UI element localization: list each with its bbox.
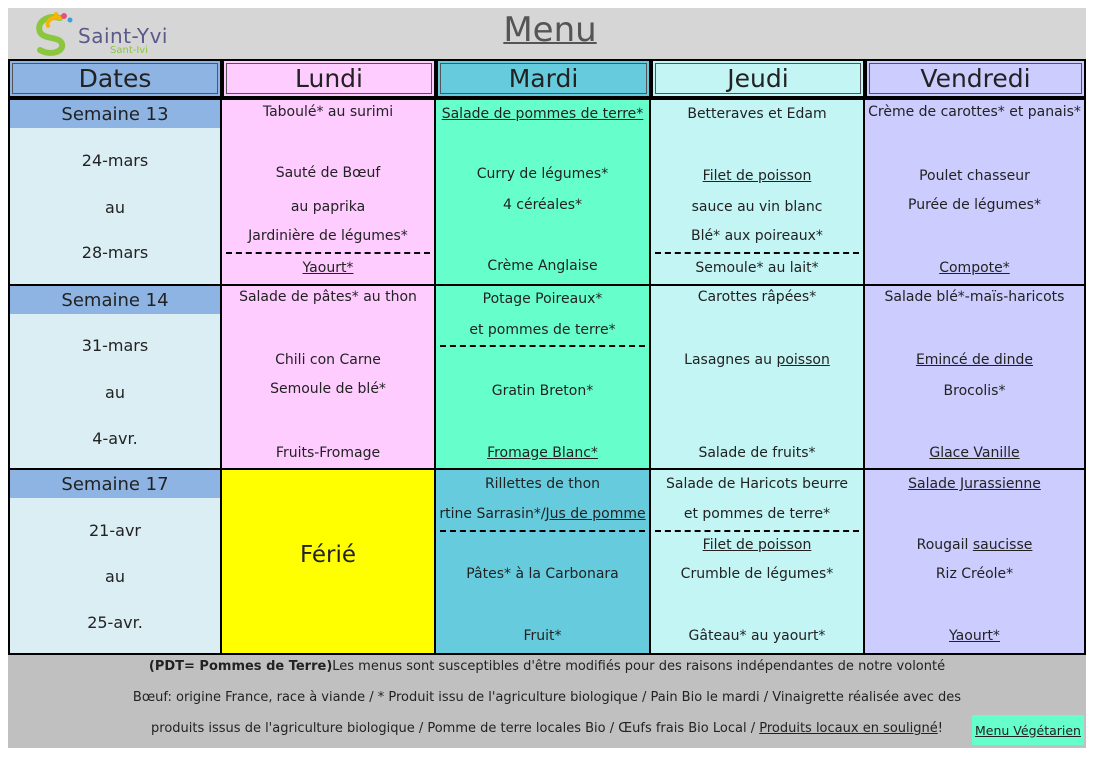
footer-notes xyxy=(8,655,1086,748)
menu-item: Fromage Blanc* xyxy=(487,445,598,461)
menu-item: Sauté de Bœuf xyxy=(275,165,381,181)
week17-lundi xyxy=(222,470,436,655)
week13-vendredi xyxy=(865,100,1086,286)
menu-item: Glace Vanille xyxy=(929,445,1020,461)
menu-item: Crumble de légumes* xyxy=(680,566,834,582)
week14-mardi xyxy=(436,286,651,470)
week-label: Semaine 17 xyxy=(10,470,220,498)
ferie-label: Férié xyxy=(299,542,357,568)
menu-item: Potage Poireaux* xyxy=(482,291,603,307)
menu-item: Poulet chasseur xyxy=(919,168,1030,184)
week13-lundi xyxy=(222,100,436,286)
menu-item: Jardinière de légumes* xyxy=(248,228,408,244)
menu-item: au paprika xyxy=(290,199,366,215)
menu-item: Taboulé* au surimi xyxy=(262,104,394,120)
week17-jeudi xyxy=(651,470,865,655)
main-separator xyxy=(655,530,859,532)
menu-item: Salade de Haricots beurre xyxy=(665,476,849,492)
menu-item: Salade blé*-maïs-haricots xyxy=(884,289,1065,305)
menu-item: Purée de légumes* xyxy=(908,197,1041,213)
pdt-note: (PDT= Pommes de Terre) xyxy=(148,659,333,674)
date-start: 31-mars xyxy=(81,336,149,355)
footer-text-end: ! xyxy=(937,721,943,736)
menu-item: Gâteau* au yaourt* xyxy=(688,628,826,644)
week-label: Semaine 13 xyxy=(10,100,220,128)
menu-item xyxy=(436,506,649,522)
menu-item: Filet de poisson xyxy=(702,537,812,553)
menu-item: 4 céréales* xyxy=(502,197,583,213)
menu-item: Chili con Carne xyxy=(275,352,381,368)
menu-item: Crème Anglaise xyxy=(487,258,598,274)
menu-item: sauce au vin blanc xyxy=(691,199,823,215)
menu-text: Lasagnes au xyxy=(684,352,777,368)
saint-yvi-logo xyxy=(30,10,190,58)
date-start: 21-avr xyxy=(89,521,141,540)
menu-item: Compote* xyxy=(939,260,1010,276)
page-title: Menu xyxy=(503,10,597,50)
menu-item: Salade de fruits* xyxy=(698,445,816,461)
menu-item: Riz Créole* xyxy=(935,566,1014,582)
menu-item: Emincé de dinde xyxy=(915,352,1034,368)
date-end: 4-avr. xyxy=(92,429,138,448)
week14-dates xyxy=(10,286,222,470)
menu-item: Salade Jurassienne xyxy=(908,476,1041,492)
menu-item: Brocolis* xyxy=(943,383,1006,399)
header-dates xyxy=(8,59,222,98)
week14-lundi xyxy=(222,286,436,470)
footer-disclaimer: Les menus sont susceptibles d'être modifiés pour des raisons indépendantes de notre volonté xyxy=(332,659,946,674)
menu-item: Carottes râpées* xyxy=(697,289,817,305)
menu-text: Rougail xyxy=(916,537,973,553)
menu-item xyxy=(865,537,1084,553)
menu-item: Filet de poisson xyxy=(702,168,812,184)
footer-line-3 xyxy=(8,721,1086,736)
week13-jeudi xyxy=(651,100,865,286)
menu-text-local: poisson xyxy=(776,352,830,368)
date-start: 24-mars xyxy=(81,151,149,170)
menu-item: Blé* aux poireaux* xyxy=(691,228,823,244)
footer-line-2: Bœuf: origine France, race à viande / * Produit issu de l'agriculture biologique / Pain Bio le mardi / Vinaigrette réalisée avec des xyxy=(132,690,962,705)
week-label: Semaine 14 xyxy=(10,286,220,314)
date-end: 28-mars xyxy=(81,243,149,262)
menu-item: Yaourt* xyxy=(302,260,354,276)
menu-item: Semoule de blé* xyxy=(270,381,386,397)
menu-item: Curry de légumes* xyxy=(476,166,609,182)
menu-item: et pommes de terre* xyxy=(683,506,831,522)
week14-vendredi xyxy=(865,286,1086,470)
local-products-note: Produits locaux en souligné xyxy=(759,721,938,736)
header-mardi-label: Mardi xyxy=(508,64,579,93)
menu-item: Rillettes de thon xyxy=(484,476,601,492)
week17-dates xyxy=(10,470,222,655)
menu-text-local: Jus de pomme xyxy=(545,506,646,522)
header-lundi-label: Lundi xyxy=(295,64,363,93)
menu-item: Betteraves et Edam xyxy=(687,106,827,122)
date-au: au xyxy=(105,567,125,586)
date-end: 25-avr. xyxy=(87,613,143,632)
menu-text: rtine Sarrasin*/ xyxy=(439,506,546,522)
main-separator xyxy=(440,530,645,532)
header-lundi xyxy=(222,59,436,98)
footer-text: produits issus de l'agriculture biologique / Pomme de terre locales Bio / Œufs frais Bio Local / xyxy=(151,721,760,736)
week17-vendredi xyxy=(865,470,1086,655)
week13-dates xyxy=(10,100,222,286)
week14-jeudi xyxy=(651,286,865,470)
date-au: au xyxy=(105,198,125,217)
header-dates-label: Dates xyxy=(78,64,152,93)
menu-item xyxy=(651,352,863,368)
menu-item: Crème de carottes* et panais* xyxy=(868,104,1081,120)
week13-mardi xyxy=(436,100,651,286)
menu-item: Fruits-Fromage xyxy=(275,445,381,461)
menu-text-local: saucisse xyxy=(972,537,1033,553)
header-vendredi xyxy=(865,59,1086,98)
date-au: au xyxy=(105,383,125,402)
logo-swirl-icon xyxy=(30,10,78,58)
logo-subname: Sant-Ivi xyxy=(110,45,148,56)
menu-item: Pâtes* à la Carbonara xyxy=(466,566,619,582)
header-jeudi xyxy=(651,59,865,98)
week17-mardi xyxy=(436,470,651,655)
menu-item: Salade de pommes de terre* xyxy=(441,106,644,122)
menu-item: Fruit* xyxy=(523,628,562,644)
menu-item: Gratin Breton* xyxy=(491,383,594,399)
header-vendredi-label: Vendredi xyxy=(920,64,1031,93)
main-separator xyxy=(440,345,645,347)
menu-item: Yaourt* xyxy=(949,628,1000,644)
header-jeudi-label: Jeudi xyxy=(727,64,789,93)
header-mardi xyxy=(436,59,651,98)
footer-line-1 xyxy=(8,659,1086,674)
menu-vegetarien-link[interactable]: Menu Végétarien xyxy=(972,715,1084,745)
logo-name: Saint-Yvi xyxy=(78,24,168,48)
menu-item: Salade de pâtes* au thon xyxy=(239,289,417,305)
menu-item: et pommes de terre* xyxy=(469,322,616,338)
menu-item: Semoule* au lait* xyxy=(695,260,819,276)
dessert-separator xyxy=(226,252,430,254)
dessert-separator xyxy=(655,252,859,254)
